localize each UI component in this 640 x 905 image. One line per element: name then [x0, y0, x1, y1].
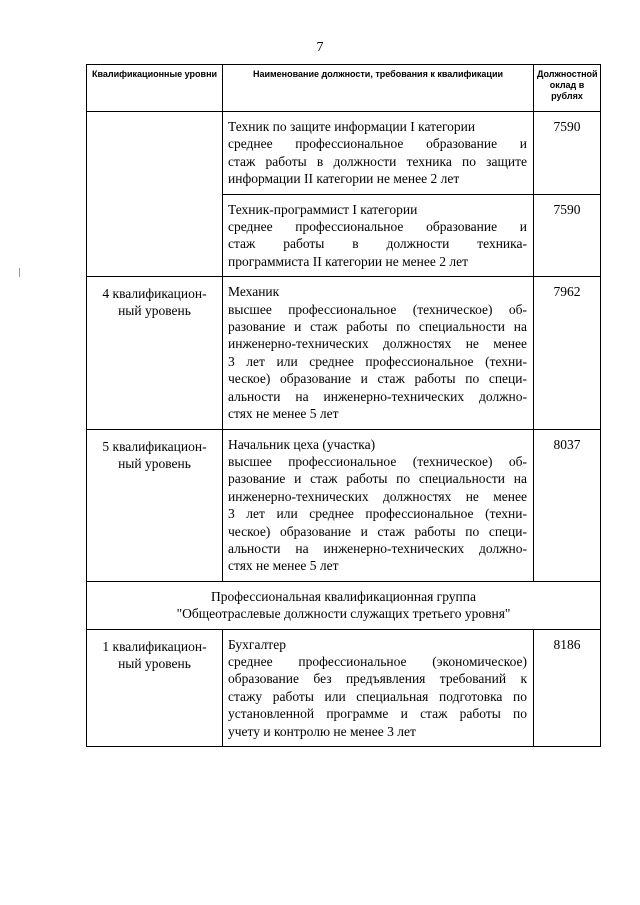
level-label: 5 квалификацион-: [102, 438, 207, 454]
requirement-line: учету и контролю не менее 3 лет: [228, 723, 416, 739]
requirement-line: среднее профессиональное образование и: [228, 136, 527, 152]
requirement-line: стаж работы в должности техника-: [228, 236, 527, 252]
level-label: ный уровень: [118, 303, 191, 319]
requirement-line: высшее профессиональное (техническое) об-: [228, 453, 527, 469]
table-row: [87, 112, 601, 195]
requirement-line: разование и стаж работы по специальности на: [228, 471, 527, 487]
requirement-line: среднее профессиональное (экономическое): [228, 653, 527, 669]
table-row: [87, 429, 601, 581]
group-name: "Общеотраслевые должности служащих третьего уровня": [176, 606, 511, 622]
qualification-table: [86, 64, 601, 747]
salary-cell: 7962: [534, 277, 601, 429]
group-heading: [87, 581, 601, 629]
group-row: [87, 581, 601, 629]
requirement-line: инженерно-технических должностях не менее: [228, 488, 527, 504]
level-label: ный уровень: [118, 655, 191, 671]
table-header-row: [87, 65, 601, 112]
description-cell: [223, 429, 534, 581]
level-label: 4 квалификацион-: [102, 286, 207, 302]
position-title: Бухгалтер: [228, 636, 286, 652]
requirement-line: образование без предъявления требований к: [228, 671, 527, 687]
requirement-line: инженерно-технических должностях не менее: [228, 336, 527, 352]
description-cell: [223, 629, 534, 746]
requirement-line: информации II категории не менее 2 лет: [228, 171, 460, 187]
requirement-line: 3 лет или среднее профессиональное (техни-: [228, 353, 527, 369]
requirement-line: программиста II категории не менее 2 лет: [228, 253, 468, 269]
header-salary: Должностной оклад в рублях: [534, 65, 601, 112]
salary-cell: 8037: [534, 429, 601, 581]
requirement-line: разование и стаж работы по специальности на: [228, 319, 527, 335]
table-row: [87, 629, 601, 746]
salary-cell: 8186: [534, 629, 601, 746]
table-row: [87, 277, 601, 429]
requirement-line: альности на инженерно-технических должно-: [228, 388, 527, 404]
position-title: Техник по защите информации I категории: [228, 119, 476, 134]
level-label: 1 квалификацион-: [102, 638, 207, 654]
position-title: Начальник цеха (участка): [228, 436, 376, 452]
page-number: 7: [316, 40, 324, 55]
level-cell: [87, 629, 223, 746]
requirement-line: установленной программе и стаж работы по: [228, 706, 527, 722]
requirement-line: среднее профессиональное образование и: [228, 219, 527, 235]
level-label: ный уровень: [118, 455, 191, 471]
header-position-name: Наименование должности, требования к квалификации: [223, 65, 534, 112]
requirement-line: стажу работы или специальная подготовка по: [228, 688, 527, 704]
description-cell: [223, 112, 534, 195]
requirement-line: высшее профессиональное (техническое) об-: [228, 301, 527, 317]
requirement-line: альности на инженерно-технических должно-: [228, 540, 527, 556]
header-levels: Квалификационные уровни: [87, 65, 223, 112]
salary-cell: 7590: [534, 112, 601, 195]
requirement-line: стях не менее 5 лет: [228, 406, 339, 422]
description-cell: [223, 194, 534, 277]
description-cell: [223, 277, 534, 429]
margin-mark: [19, 268, 20, 277]
requirement-line: 3 лет или среднее профессиональное (техни-: [228, 506, 527, 522]
level-cell-empty: [87, 112, 223, 277]
group-title: Профессиональная квалификационная группа: [211, 588, 476, 604]
requirement-line: стях не менее 5 лет: [228, 558, 339, 574]
salary-cell: 7590: [534, 194, 601, 277]
requirement-line: ческое) образование и стаж работы по специ-: [228, 371, 527, 387]
level-cell: [87, 277, 223, 429]
requirement-line: ческое) образование и стаж работы по специ-: [228, 523, 527, 539]
position-title: Механик: [228, 284, 280, 300]
level-cell: [87, 429, 223, 581]
requirement-line: стаж работы в должности техника по защите: [228, 153, 527, 169]
position-title: Техник-программист I категории: [228, 201, 418, 217]
